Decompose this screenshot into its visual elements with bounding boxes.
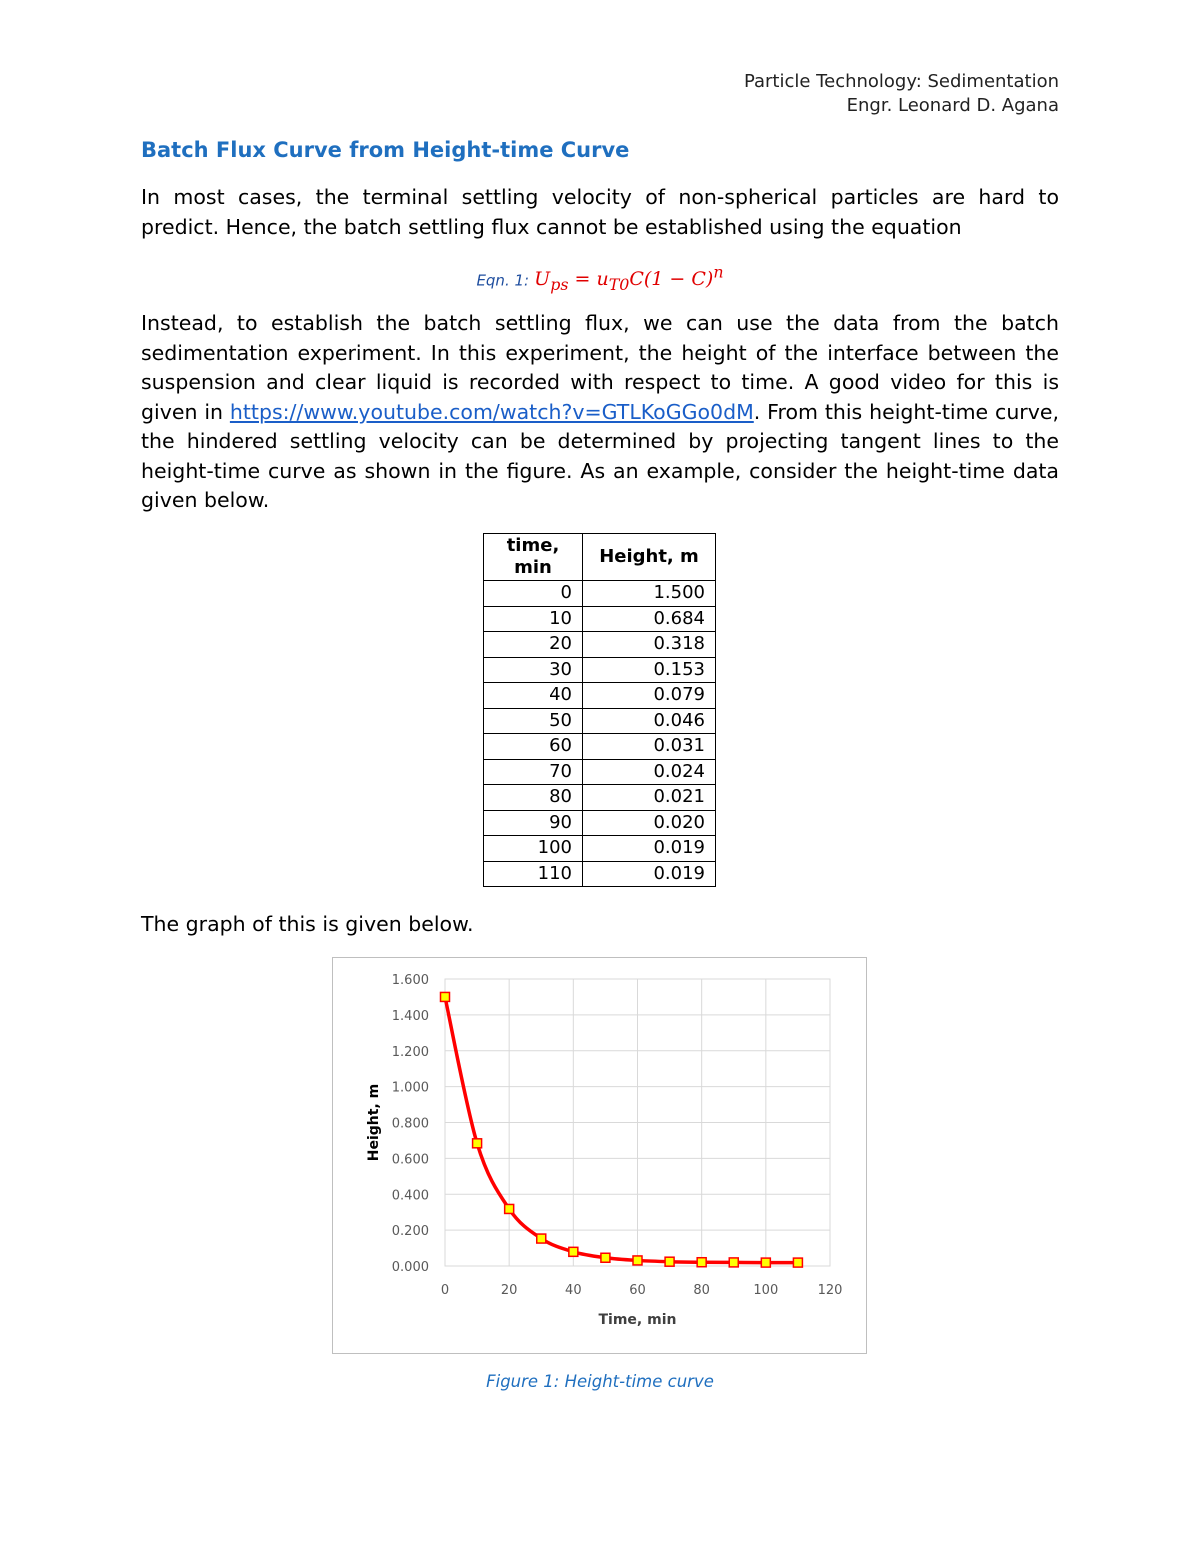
table-row <box>484 810 716 836</box>
y-tick-label: 0.000 <box>391 1260 429 1275</box>
cell-time: 20 <box>484 632 583 658</box>
data-point <box>761 1258 770 1267</box>
cell-time: 90 <box>484 810 583 836</box>
x-tick-label: 0 <box>440 1283 450 1298</box>
cell-height: 0.020 <box>583 810 716 836</box>
data-point <box>793 1258 802 1267</box>
cell-height: 1.500 <box>583 581 716 607</box>
x-axis-label: Time, min <box>598 1312 677 1328</box>
data-point <box>633 1256 642 1265</box>
table-row <box>484 683 716 709</box>
cell-height: 0.684 <box>583 606 716 632</box>
header-author: Engr. Leonard D. Agana <box>846 95 1059 116</box>
method-paragraph: Instead, to establish the batch settling flux, we can use the data from the batch sedimentation experiment. In this experiment, the height of the interface between the suspension and clear liquid is recorded with respect to time. A good video for this is given in https://www.youtube.com/watch?v=GTLKoGGo0dM. From this height-time curve, the hindered settling velocity can be determined by projecting tangent lines to the height-time curve as shown in the figure. As an example, consider the height-time data given below. <box>141 311 1059 512</box>
figure-caption: Figure 1: Height-time curve <box>486 1372 714 1391</box>
cell-time: 60 <box>484 734 583 760</box>
cell-time: 80 <box>484 785 583 811</box>
data-point <box>441 992 450 1001</box>
data-point <box>473 1139 482 1148</box>
cell-height: 0.019 <box>583 861 716 887</box>
intro-paragraph: In most cases, the terminal settling velocity of non-spherical particles are hard to predict. Hence, the batch settling flux cannot be established using the equation <box>141 185 1059 239</box>
table-row <box>484 861 716 887</box>
table-row <box>484 581 716 607</box>
table-row <box>484 632 716 658</box>
y-tick-label: 1.200 <box>391 1044 429 1060</box>
cell-time: 30 <box>484 657 583 683</box>
column-header-time: time, min <box>484 534 583 581</box>
cell-height: 0.031 <box>583 734 716 760</box>
cell-height: 0.046 <box>583 708 716 734</box>
data-point <box>697 1258 706 1267</box>
graph-intro: The graph of this is given below. <box>141 912 474 936</box>
x-tick-label: 60 <box>629 1283 646 1298</box>
table-row <box>484 759 716 785</box>
x-tick-label: 80 <box>693 1283 710 1298</box>
x-tick-label: 100 <box>753 1283 779 1298</box>
y-tick-label: 0.600 <box>391 1152 429 1168</box>
cell-height: 0.079 <box>583 683 716 709</box>
height-time-chart <box>332 957 867 1354</box>
column-header-height: Height, m <box>583 534 716 581</box>
x-tick-label: 20 <box>500 1283 518 1298</box>
equation <box>0 263 1200 294</box>
cell-time: 50 <box>484 708 583 734</box>
y-tick-label: 0.200 <box>391 1224 429 1240</box>
section-title: Batch Flux Curve from Height-time Curve <box>141 138 630 162</box>
data-point <box>601 1253 610 1262</box>
header-course: Particle Technology: Sedimentation <box>743 71 1059 92</box>
cell-time: 110 <box>484 861 583 887</box>
chart-svg <box>333 958 866 1353</box>
page-header <box>744 70 1059 118</box>
y-axis-label: Height, m <box>366 1083 382 1162</box>
y-tick-label: 0.800 <box>391 1116 429 1132</box>
data-point <box>729 1258 738 1267</box>
cell-time: 100 <box>484 836 583 862</box>
cell-time: 70 <box>484 759 583 785</box>
y-tick-label: 1.600 <box>391 973 429 988</box>
data-point <box>665 1257 674 1266</box>
x-tick-label: 40 <box>565 1283 582 1298</box>
y-tick-label: 0.400 <box>391 1188 429 1204</box>
cell-height: 0.318 <box>583 632 716 658</box>
cell-time: 0 <box>484 581 583 607</box>
data-point <box>537 1234 546 1243</box>
table-row <box>484 708 716 734</box>
x-tick-label: 120 <box>817 1283 843 1298</box>
series-line <box>445 997 798 1263</box>
equation-label: Eqn. 1: <box>476 271 530 290</box>
data-point <box>569 1247 578 1256</box>
table-row <box>484 734 716 760</box>
data-point <box>505 1204 514 1213</box>
cell-height: 0.021 <box>583 785 716 811</box>
height-time-table <box>483 533 716 887</box>
table-row <box>484 657 716 683</box>
cell-time: 10 <box>484 606 583 632</box>
youtube-link[interactable]: https://www.youtube.com/watch?v=GTLKoGGo0dM <box>229 399 754 424</box>
equation-math: $U_{ps} = u_{T0}C(1 - C)^n$ <box>534 263 724 295</box>
table-row <box>484 606 716 632</box>
table-row <box>484 836 716 862</box>
table-row <box>484 785 716 811</box>
cell-time: 40 <box>484 683 583 709</box>
cell-height: 0.019 <box>583 836 716 862</box>
cell-height: 0.024 <box>583 759 716 785</box>
cell-height: 0.153 <box>583 657 716 683</box>
y-tick-label: 1.400 <box>391 1008 429 1024</box>
y-tick-label: 1.000 <box>391 1080 429 1096</box>
